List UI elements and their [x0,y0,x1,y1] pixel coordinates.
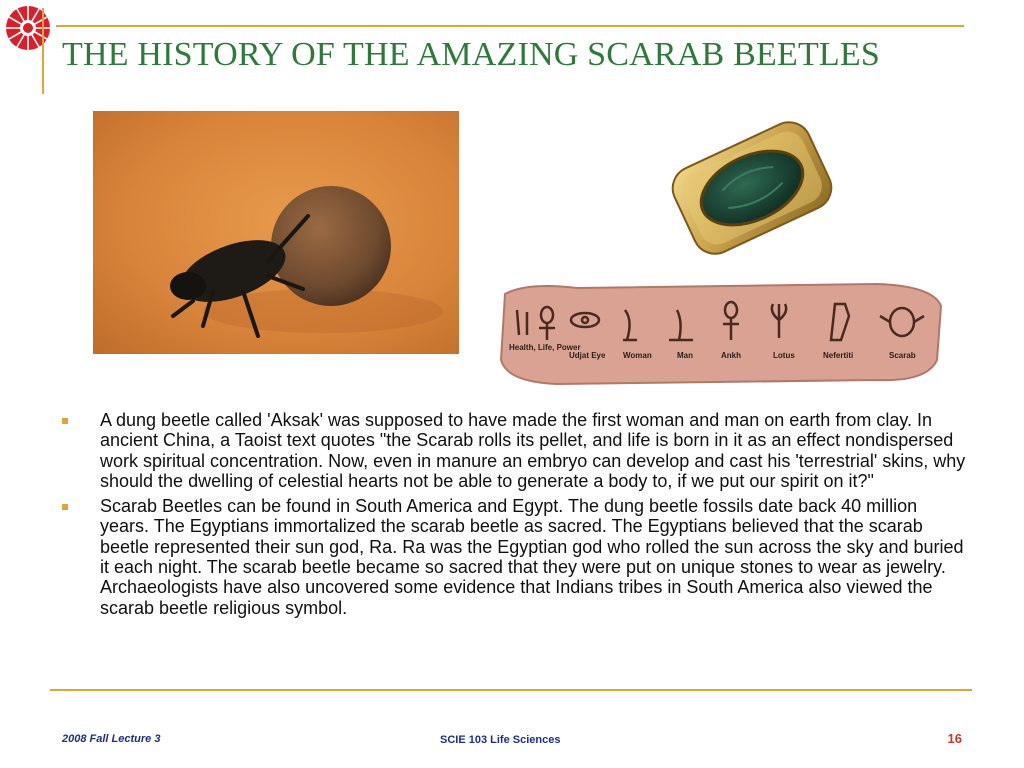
scarab-jewel-image [664,108,840,268]
bottom-rule [50,689,972,691]
hieroglyph-tablet-image [497,280,945,386]
square-bullet-icon [62,418,68,424]
footer-course: SCIE 103 Life Sciences [440,734,561,746]
hiero-label-udjat-eye: Udjat Eye [569,351,606,360]
page-number: 16 [947,731,962,746]
hiero-label-lotus: Lotus [773,351,795,360]
hiero-label-man: Man [677,351,693,360]
slide-title: THE HISTORY OF THE AMAZING SCARAB BEETLES [62,36,880,73]
hiero-label-health: Health, Life, Power [509,343,581,352]
bullet-text: A dung beetle called 'Aksak' was supposed to have made the first woman and man on earth from clay. In ancient China, a Taoist text quotes "the Scarab rolls its pellet, and life is born in it as an effect nondispersed work spiritual concentration. Now, even in manure an embryo can develop and cast his 'terrestrial' skins, why should the dwelling of celestial hearts not be able to generate a body to, if we put our spirit on it?" [100,410,966,491]
top-rule [56,25,964,27]
hiero-label-scarab: Scarab [889,351,916,360]
bullet-text: Scarab Beetles can be found in South America and Egypt. The dung beetle fossils date back 40 million years. The Egyptians immortalized the scarab beetle as sacred. The Egyptians believed that the scarab beetle represented their sun god, Ra. Ra was the Egyptian god who rolled the sun across the sky and buried it each night. The scarab beetle became so sacred that they were put on unique stones to wear as jewelry. Archaeologists have also uncovered some evidence that Indians tribes in South America also viewed the scarab beetle religious symbol. [100,496,964,618]
bullet-item [56,410,966,491]
dung-beetle-photo [93,111,459,354]
footer-lecture: 2008 Fall Lecture 3 [62,733,161,745]
hiero-label-ankh: Ankh [721,351,741,360]
square-bullet-icon [62,504,68,510]
sunburst-logo-icon [0,0,62,62]
hiero-label-nefertiti: Nefertiti [823,351,854,360]
bullet-item [56,496,966,618]
hiero-label-woman: Woman [623,351,652,360]
bullet-list [56,410,966,623]
left-accent-line [42,8,44,94]
